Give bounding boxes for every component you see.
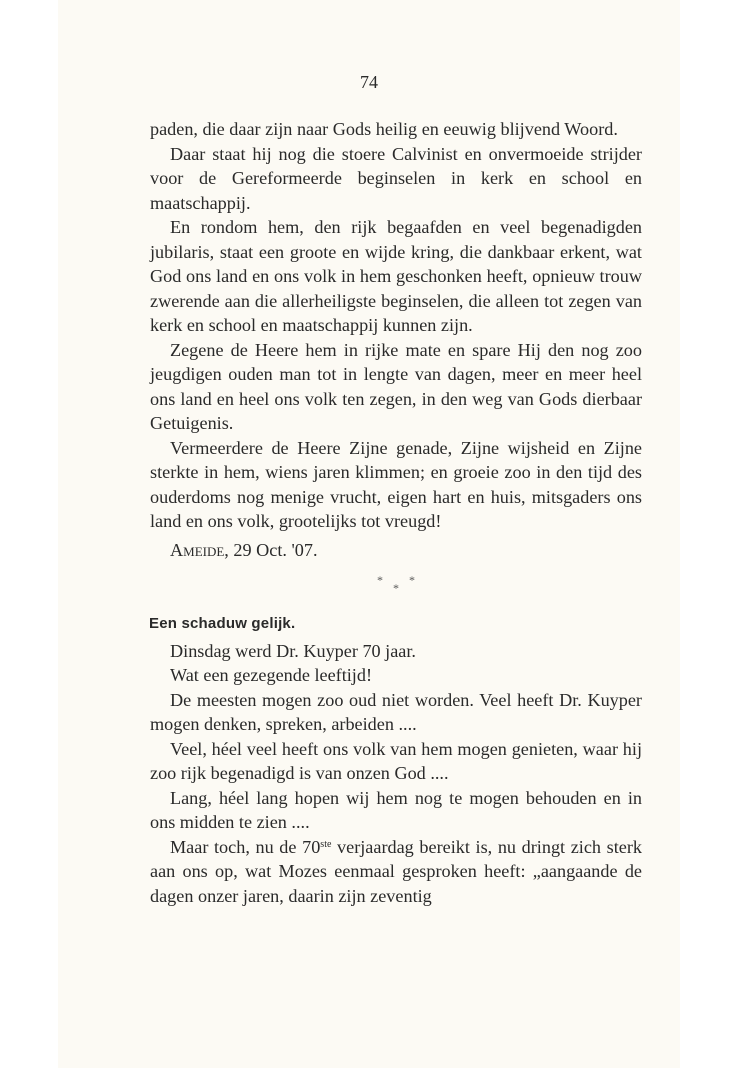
paragraph: De meesten mogen zoo oud niet worden. Veel heeft Dr. Kuyper mogen denken, spreken, arbeiden .... — [150, 689, 642, 734]
paragraph: En rondom hem, den rijk begaafden en veel begenadigden jubilaris, staat een groote en wijde kring, die dankbaar erkent, wat God ons land en ons volk in hem geschonken heeft, opnieuw trouw zwerende aan die allerheiligste beginselen, die alleen tot zegen van kerk en school en maatschappij kunnen zijn. — [150, 217, 642, 335]
paragraph-rest: verjaardag bereikt is, nu dringt zich sterk aan ons op, wat Mozes eenmaal gesproken heeft: „aangaande de dagen onzer jaren, daarin zijn zeventig — [150, 836, 642, 906]
paragraph: Lang, héel lang hopen wij hem nog te mogen behouden en in ons midden te zien .... — [150, 787, 642, 832]
paragraph: Zegene de Heere hem in rijke mate en spare Hij den nog zoo jeugdigen ouden man tot in lengte van dagen, meer en meer heel ons land en heel ons volk ten zegen, in den weg van Gods dierbaar Getuigenis. — [150, 339, 642, 433]
asterisk: * — [409, 573, 415, 587]
paragraph: Veel, héel veel heeft ons volk van hem mogen genieten, waar hij zoo rijk begenadigd is van onzen God .... — [150, 738, 642, 783]
paragraph: Wat een gezegende leeftijd! — [170, 665, 373, 685]
paragraph-start: Maar toch, nu de 70 — [170, 836, 321, 857]
paragraph: Dinsdag werd Dr. Kuyper 70 jaar. — [170, 640, 416, 661]
asterisk: * — [377, 573, 383, 587]
asterisk: * — [393, 581, 399, 595]
paragraph: paden, die daar zijn naar Gods heilig en eeuwig blijvend Woord. — [150, 119, 618, 139]
paragraph — [150, 835, 642, 909]
section-heading: Een schaduw gelijk. — [149, 615, 296, 632]
signature-date: , 29 Oct. '07. — [224, 539, 318, 560]
asterism-separator — [150, 568, 642, 598]
paragraph: Vermeerdere de Heere Zijne genade, Zijne wijsheid en Zijne sterkte in hem, wiens jaren klimmen; en groeie zoo in den tijd des ouderdoms nog menige vrucht, eigen hart en huis, mitsgaders ons land en ons volk, grootelijks tot vreugd! — [150, 437, 642, 531]
page-number: 74 — [360, 72, 378, 92]
book-page — [58, 0, 680, 1068]
signature-line — [150, 538, 642, 563]
paragraph: Daar staat hij nog die stoere Calvinist en onvermoeide strijder voor de Gereformeerde beginselen in kerk en school en maatschappij. — [150, 143, 642, 213]
body-text — [150, 117, 642, 908]
signature-place: Ameide — [170, 539, 225, 560]
ordinal-suffix: ste — [320, 838, 332, 850]
